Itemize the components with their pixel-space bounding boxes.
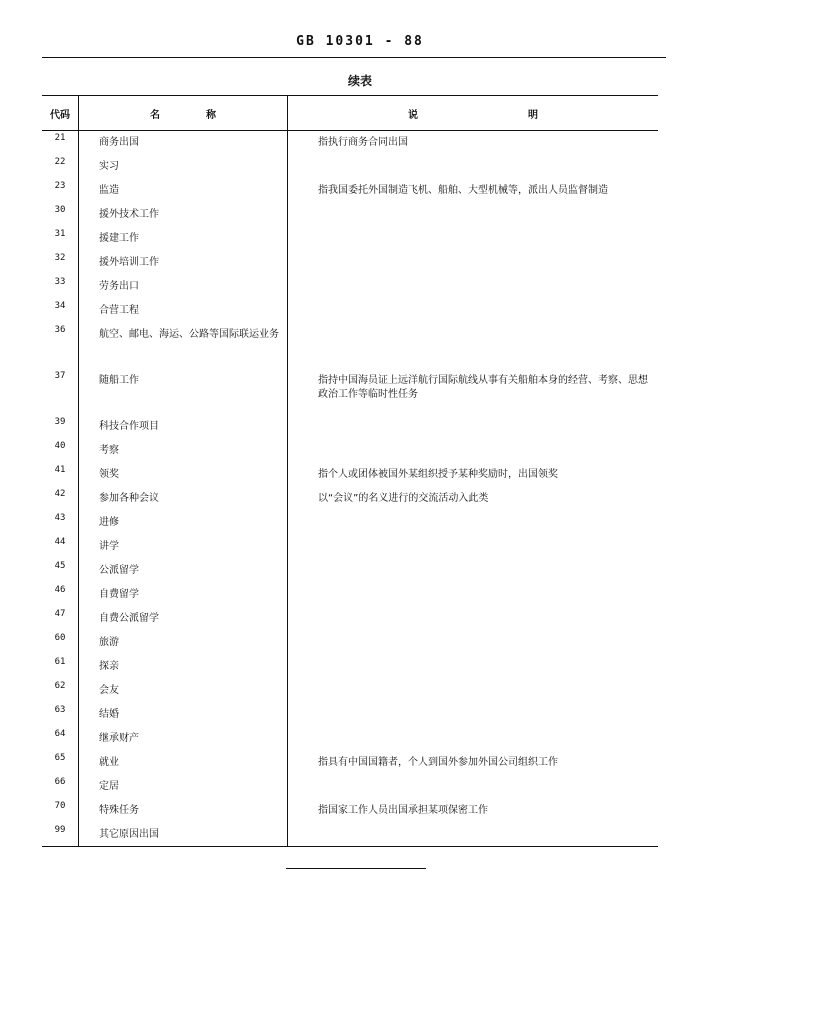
row-name: 结婚	[79, 703, 288, 727]
table-row	[42, 679, 658, 703]
table-row	[42, 799, 658, 823]
row-name: 监造	[79, 179, 288, 203]
row-desc	[288, 439, 659, 463]
row-code: 21	[42, 131, 79, 155]
row-desc	[288, 511, 659, 535]
row-name: 就业	[79, 751, 288, 775]
row-code: 64	[42, 727, 79, 751]
row-code: 61	[42, 655, 79, 679]
row-code: 99	[42, 823, 79, 847]
row-code: 43	[42, 511, 79, 535]
row-desc	[288, 583, 659, 607]
row-code: 40	[42, 439, 79, 463]
row-name: 劳务出口	[79, 275, 288, 299]
header-name	[79, 96, 288, 131]
row-desc	[288, 227, 659, 251]
table-row	[42, 511, 658, 535]
row-name: 旅游	[79, 631, 288, 655]
row-code: 63	[42, 703, 79, 727]
row-code: 30	[42, 203, 79, 227]
table-row	[42, 751, 658, 775]
row-code: 33	[42, 275, 79, 299]
row-name: 继承财产	[79, 727, 288, 751]
row-name: 自费公派留学	[79, 607, 288, 631]
row-desc: 以“会议”的名义进行的交流活动入此类	[318, 492, 489, 504]
table-row	[42, 275, 658, 299]
row-name: 援外技术工作	[79, 203, 288, 227]
row-code: 22	[42, 155, 79, 179]
row-desc	[288, 155, 659, 179]
row-desc	[288, 607, 659, 631]
table-row	[42, 775, 658, 799]
row-desc: 指个人或团体被国外某组织授予某种奖励时，出国领奖	[318, 468, 558, 480]
row-desc	[288, 299, 659, 323]
row-desc	[288, 323, 659, 369]
row-desc	[288, 631, 659, 655]
row-name: 实习	[79, 155, 288, 179]
row-desc: 指执行商务合同出国	[318, 137, 408, 148]
row-name: 援外培训工作	[79, 251, 288, 275]
table-body	[42, 131, 658, 847]
table-row	[42, 155, 658, 179]
row-code: 62	[42, 679, 79, 703]
row-code: 70	[42, 799, 79, 823]
header-desc-char-2: 明	[528, 109, 538, 121]
row-name: 其它原因出国	[79, 823, 288, 847]
table-row	[42, 179, 658, 203]
row-name: 航空、邮电、海运、公路等国际联运业务	[79, 323, 288, 369]
row-desc	[288, 251, 659, 275]
header-name-char-1: 名	[150, 109, 160, 121]
table-row	[42, 703, 658, 727]
row-code: 60	[42, 631, 79, 655]
row-name: 公派留学	[79, 559, 288, 583]
table-row	[42, 369, 658, 415]
table-row	[42, 323, 658, 369]
row-code: 36	[42, 323, 79, 369]
table-row	[42, 487, 658, 511]
row-desc	[288, 679, 659, 703]
codes-table	[42, 95, 658, 847]
row-code: 46	[42, 583, 79, 607]
row-name: 讲学	[79, 535, 288, 559]
row-code: 23	[42, 179, 79, 203]
table-row	[42, 251, 658, 275]
footer-rule	[286, 868, 426, 869]
row-desc: 指持中国海员证上远洋航行国际航线从事有关船舶本身的经营、考察、思想政治工作等临时性任务	[318, 374, 648, 400]
row-code: 37	[42, 369, 79, 415]
table-row	[42, 131, 658, 155]
table-row	[42, 559, 658, 583]
row-code: 66	[42, 775, 79, 799]
table-row	[42, 463, 658, 487]
row-desc	[288, 655, 659, 679]
row-code: 45	[42, 559, 79, 583]
row-name: 援建工作	[79, 227, 288, 251]
row-code: 41	[42, 463, 79, 487]
table-row	[42, 535, 658, 559]
table-row	[42, 203, 658, 227]
header-desc	[288, 96, 659, 131]
row-code: 34	[42, 299, 79, 323]
row-desc	[288, 727, 659, 751]
row-name: 特殊任务	[79, 799, 288, 823]
table-row	[42, 727, 658, 751]
standard-code: GB 10301 - 88	[296, 34, 424, 49]
row-desc	[288, 535, 659, 559]
header-code: 代码	[42, 96, 79, 131]
row-code: 39	[42, 415, 79, 439]
row-code: 65	[42, 751, 79, 775]
row-name: 自费留学	[79, 583, 288, 607]
row-code: 31	[42, 227, 79, 251]
table-row	[42, 655, 658, 679]
row-name: 探亲	[79, 655, 288, 679]
row-name: 科技合作项目	[79, 415, 288, 439]
row-desc	[288, 415, 659, 439]
table-row	[42, 439, 658, 463]
row-code: 44	[42, 535, 79, 559]
row-name: 进修	[79, 511, 288, 535]
row-code: 42	[42, 487, 79, 511]
table-row	[42, 583, 658, 607]
row-desc	[288, 775, 659, 799]
row-desc	[288, 203, 659, 227]
row-name: 考察	[79, 439, 288, 463]
table-row	[42, 607, 658, 631]
row-code: 47	[42, 607, 79, 631]
table-row	[42, 227, 658, 251]
table-row	[42, 415, 658, 439]
row-desc: 指国家工作人员出国承担某项保密工作	[318, 804, 488, 816]
table-caption: 续表	[347, 74, 372, 88]
row-desc: 指具有中国国籍者，个人到国外参加外国公司组织工作	[318, 756, 558, 768]
table-row	[42, 631, 658, 655]
row-name: 定居	[79, 775, 288, 799]
row-name: 领奖	[79, 463, 288, 487]
table-header-row	[42, 96, 658, 131]
row-desc	[288, 559, 659, 583]
row-name: 参加各种会议	[79, 487, 288, 511]
header-desc-char-1: 说	[408, 109, 418, 121]
row-desc: 指我国委托外国制造飞机、船舶、大型机械等，派出人员监督制造	[318, 184, 608, 196]
row-desc	[288, 275, 659, 299]
header-name-char-2: 称	[206, 109, 216, 121]
table-row	[42, 823, 658, 847]
row-name: 商务出国	[79, 131, 288, 155]
row-code: 32	[42, 251, 79, 275]
table-row	[42, 299, 658, 323]
row-desc	[288, 703, 659, 727]
row-name: 会友	[79, 679, 288, 703]
row-name: 随船工作	[79, 369, 288, 415]
row-name: 合营工程	[79, 299, 288, 323]
header-rule	[42, 57, 666, 58]
row-desc	[288, 823, 659, 847]
